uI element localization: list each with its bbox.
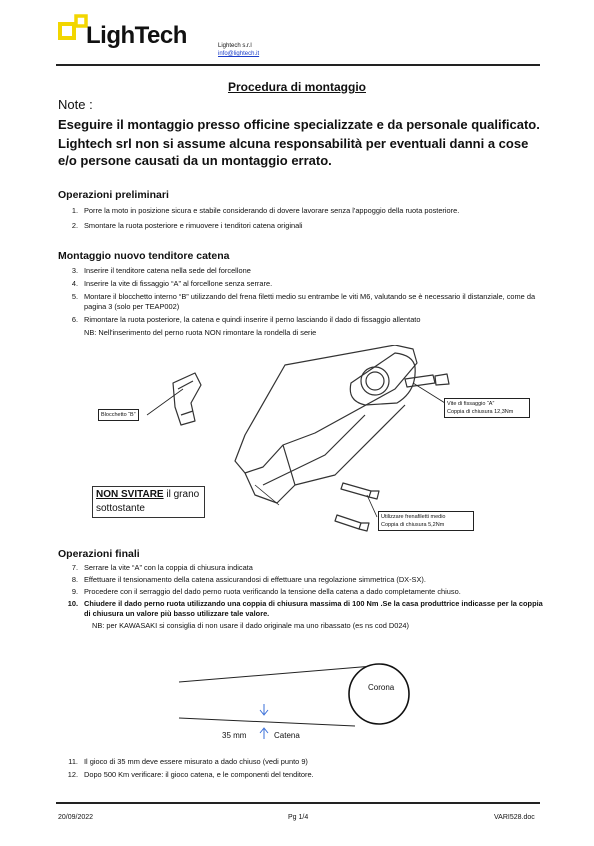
company-email-link[interactable]: info@lightech.it: [218, 51, 260, 57]
footer-date: 20/09/2022: [58, 814, 94, 821]
arrow-down-icon: [259, 704, 269, 716]
list-item: 4. Inserire la vite di fissaggio “A” al forcellone senza serrare.: [71, 279, 273, 288]
label-non-svitare: [92, 486, 205, 518]
logo: [58, 12, 208, 48]
list-item: 9. Procedere con il serraggio del dado perno ruota verificando la tensione della catena a dado completamente chiuso.: [71, 587, 461, 596]
footer-divider: [56, 802, 540, 804]
label-blocchetto-b: Blocchetto “B”: [98, 409, 139, 421]
section-mount-title: Montaggio nuovo tenditore catena: [58, 250, 230, 262]
prelim-list: [58, 206, 548, 231]
label-vite-a-torque: Coppia di chiusura 12,3Nm: [447, 409, 514, 415]
note-label: Note :: [58, 97, 93, 112]
corona-circle: [349, 664, 409, 724]
list-item: 12. Dopo 500 Km verificare: il gioco catena, e le componenti del tenditore.: [67, 770, 314, 779]
non-svitare-rest: il grano: [163, 489, 200, 500]
gap-label: 35 mm: [222, 731, 247, 740]
label-vite-a: [444, 398, 530, 418]
final-list: [58, 563, 544, 631]
tail-list: [58, 757, 544, 780]
list-item: 1. Porre la moto in posizione sicura e stabile considerando di dovere lavorare senza l'appoggio della ruota posteriore.: [71, 206, 460, 215]
page-title: Procedura di montaggio: [227, 80, 366, 94]
list-item: 10. Chiudere il dado perno ruota utilizzando una coppia di chiusura massima di 100 Nm .Se la casa produttrice indicasse per la coppia di chiusura un valore più basso utilizzare tale valore.: [67, 599, 543, 618]
list-item: 7. Serrare la vite “A” con la coppia di chiusura indicata: [71, 563, 253, 572]
corona-label: Corona: [368, 683, 395, 692]
list-item: 8. Effettuare il tensionamento della catena assicurandosi di effettuare una regolazione simmetrica (DX-SX).: [71, 575, 426, 584]
header-divider: [56, 64, 540, 66]
arrow-up-icon: [259, 727, 269, 739]
footer-page: Pg 1/4: [288, 814, 309, 821]
catena-label: Catena: [274, 731, 300, 740]
footer-file: VARI528.doc: [494, 814, 535, 821]
warning-liability: Lightech srl non si assume alcuna responsabilità per eventuali danni a cose e/o persone causati da un montaggio errato.: [58, 136, 529, 168]
item10-nb: NB: per KAWASAKI si consiglia di non usare il dado originale ma uno ribassato (es ns cod D024): [92, 621, 409, 630]
section-prelim-title: Operazioni preliminari: [58, 189, 169, 201]
frenafiletti-torque: Coppia di chiusura 5,2Nm: [381, 522, 445, 528]
mount-list: [58, 266, 544, 338]
non-svitare-bold: NON SVITARE: [96, 489, 164, 500]
company-info: [218, 42, 259, 58]
list-item: 2. Smontare la ruota posteriore e rimuovere i tenditori catena originali: [71, 221, 303, 230]
non-svitare-line2: sottostante: [96, 503, 145, 514]
frenafiletti-title: Utilizzare frenafiletti medio: [381, 514, 446, 520]
warning-qualified: Eseguire il montaggio presso officine specializzate e da personale qualificato.: [58, 117, 540, 132]
label-vite-a-title: Vite di fissaggio “A”: [447, 401, 495, 407]
label-frenafiletti: [378, 511, 474, 531]
list-item: 6. Rimontare la ruota posteriore, la catena e quindi inserire il perno lasciando il dado di fissaggio allentato: [71, 315, 421, 324]
company-name: Lightech s.r.l: [218, 43, 252, 49]
mount-nb: NB: Nell'inserimento del perno ruota NON rimontare la rondella di serie: [84, 328, 317, 337]
section-final-title: Operazioni finali: [58, 548, 140, 560]
list-item: 3. Inserire il tenditore catena nella sede del forcellone: [71, 266, 251, 275]
logo-text: LighTech: [86, 22, 187, 49]
list-item: 5. Montare il blocchetto interno “B” utilizzando del frena filetti medio su entrambe le viti M6, valutando se è necessario il distanziale, come da pagina 3 (solo per TEAP002): [71, 292, 536, 311]
list-item: 11. Il gioco di 35 mm deve essere misurato a dado chiuso (vedi punto 9): [68, 757, 308, 766]
